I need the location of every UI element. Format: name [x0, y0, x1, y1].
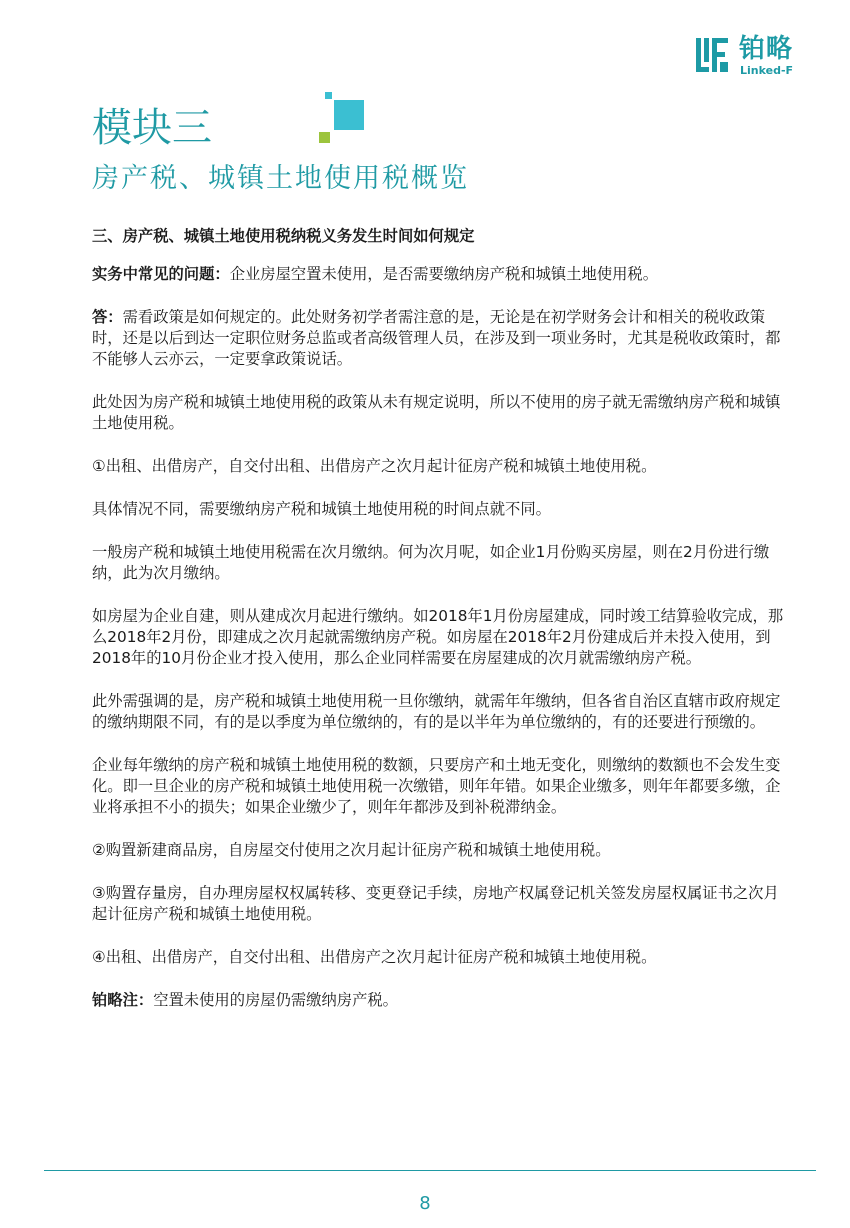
section-heading: 三、房产税、城镇土地使用税纳税义务发生时间如何规定	[92, 227, 475, 245]
paragraph: 此外需强调的是，房产税和城镇土地使用税一旦你缴纳，就需年年缴纳，但各省自治区直辖市政府规定的缴纳期限不同，有的是以季度为单位缴纳的，有的是以半年为单位缴纳的，有的还要进行预缴的。	[92, 692, 781, 731]
footer-divider	[44, 1170, 816, 1171]
question-text: 企业房屋空置未使用，是否需要缴纳房产税和城镇土地使用税。	[229, 265, 659, 283]
module-subtitle: 房产税、城镇土地使用税概览	[92, 163, 469, 194]
paragraph: ①出租、出借房产，自交付出租、出借房产之次月起计征房产税和城镇土地使用税。	[92, 457, 657, 475]
note-paragraph	[92, 990, 792, 1011]
paragraph: 如房屋为企业自建，则从建成次月起进行缴纳。如2018年1月份房屋建成，同时竣工结算验收完成，那么2018年2月份，即建成之次月起就需缴纳房产税。如房屋在2018年2月份建成后并未投入使用，到2018年的10月份企业才投入使用，那么企业同样需要在房屋建成的次月就需缴纳房产税。	[92, 607, 784, 667]
question-label: 实务中常见的问题：	[92, 265, 230, 283]
note-text: 空置未使用的房屋仍需缴纳房产税。	[153, 991, 398, 1009]
paragraph: 企业每年缴纳的房产税和城镇土地使用税的数额，只要房产和土地无变化，则缴纳的数额也不会发生变化。即一旦企业的房产税和城镇土地使用税一次缴错，则年年错。如果企业缴多，则年年都要多缴，企业将承担不小的损失；如果企业缴少了，则年年都涉及到补税滞纳金。	[92, 756, 781, 816]
module-title: 模块三	[92, 105, 212, 151]
brand-logo	[693, 34, 813, 78]
paragraph: 此处因为房产税和城镇土地使用税的政策从未有规定说明，所以不使用的房子就无需缴纳房产税和城镇土地使用税。	[92, 393, 781, 432]
decor-square-small	[325, 92, 332, 99]
article-body	[92, 226, 792, 1033]
linked-f-logo-icon	[693, 36, 731, 74]
decor-square-large	[334, 100, 364, 130]
answer-text: 需看政策是如何规定的。此处财务初学者需注意的是，无论是在初学财务会计和相关的税收政策时，还是以后到达一定职位财务总监或者高级管理人员，在涉及到一项业务时，尤其是税收政策时，都不能够人云亦云，一定要拿政策说话。	[92, 308, 781, 368]
question-paragraph	[92, 264, 792, 285]
paragraph: ④出租、出借房产，自交付出租、出借房产之次月起计征房产税和城镇土地使用税。	[92, 948, 657, 966]
logo-name-en: Linked-F	[740, 64, 794, 77]
paragraph: ③购置存量房，自办理房屋权权属转移、变更登记手续，房地产权属登记机关签发房屋权属证书之次月起计征房产税和城镇土地使用税。	[92, 884, 779, 923]
paragraph: 具体情况不同，需要缴纳房产税和城镇土地使用税的时间点就不同。	[92, 500, 551, 518]
paragraph: 一般房产税和城镇土地使用税需在次月缴纳。何为次月呢，如企业1月份购买房屋，则在2月份进行缴纳，此为次月缴纳。	[92, 543, 770, 582]
note-label: 铂略注：	[92, 991, 154, 1009]
answer-paragraph	[92, 307, 792, 370]
page-number: 8	[419, 1193, 431, 1214]
answer-label: 答：	[92, 308, 123, 326]
logo-name-cn: 铂略	[739, 34, 794, 64]
decor-square-green	[319, 132, 330, 143]
paragraph: ②购置新建商品房，自房屋交付使用之次月起计征房产税和城镇土地使用税。	[92, 841, 611, 859]
